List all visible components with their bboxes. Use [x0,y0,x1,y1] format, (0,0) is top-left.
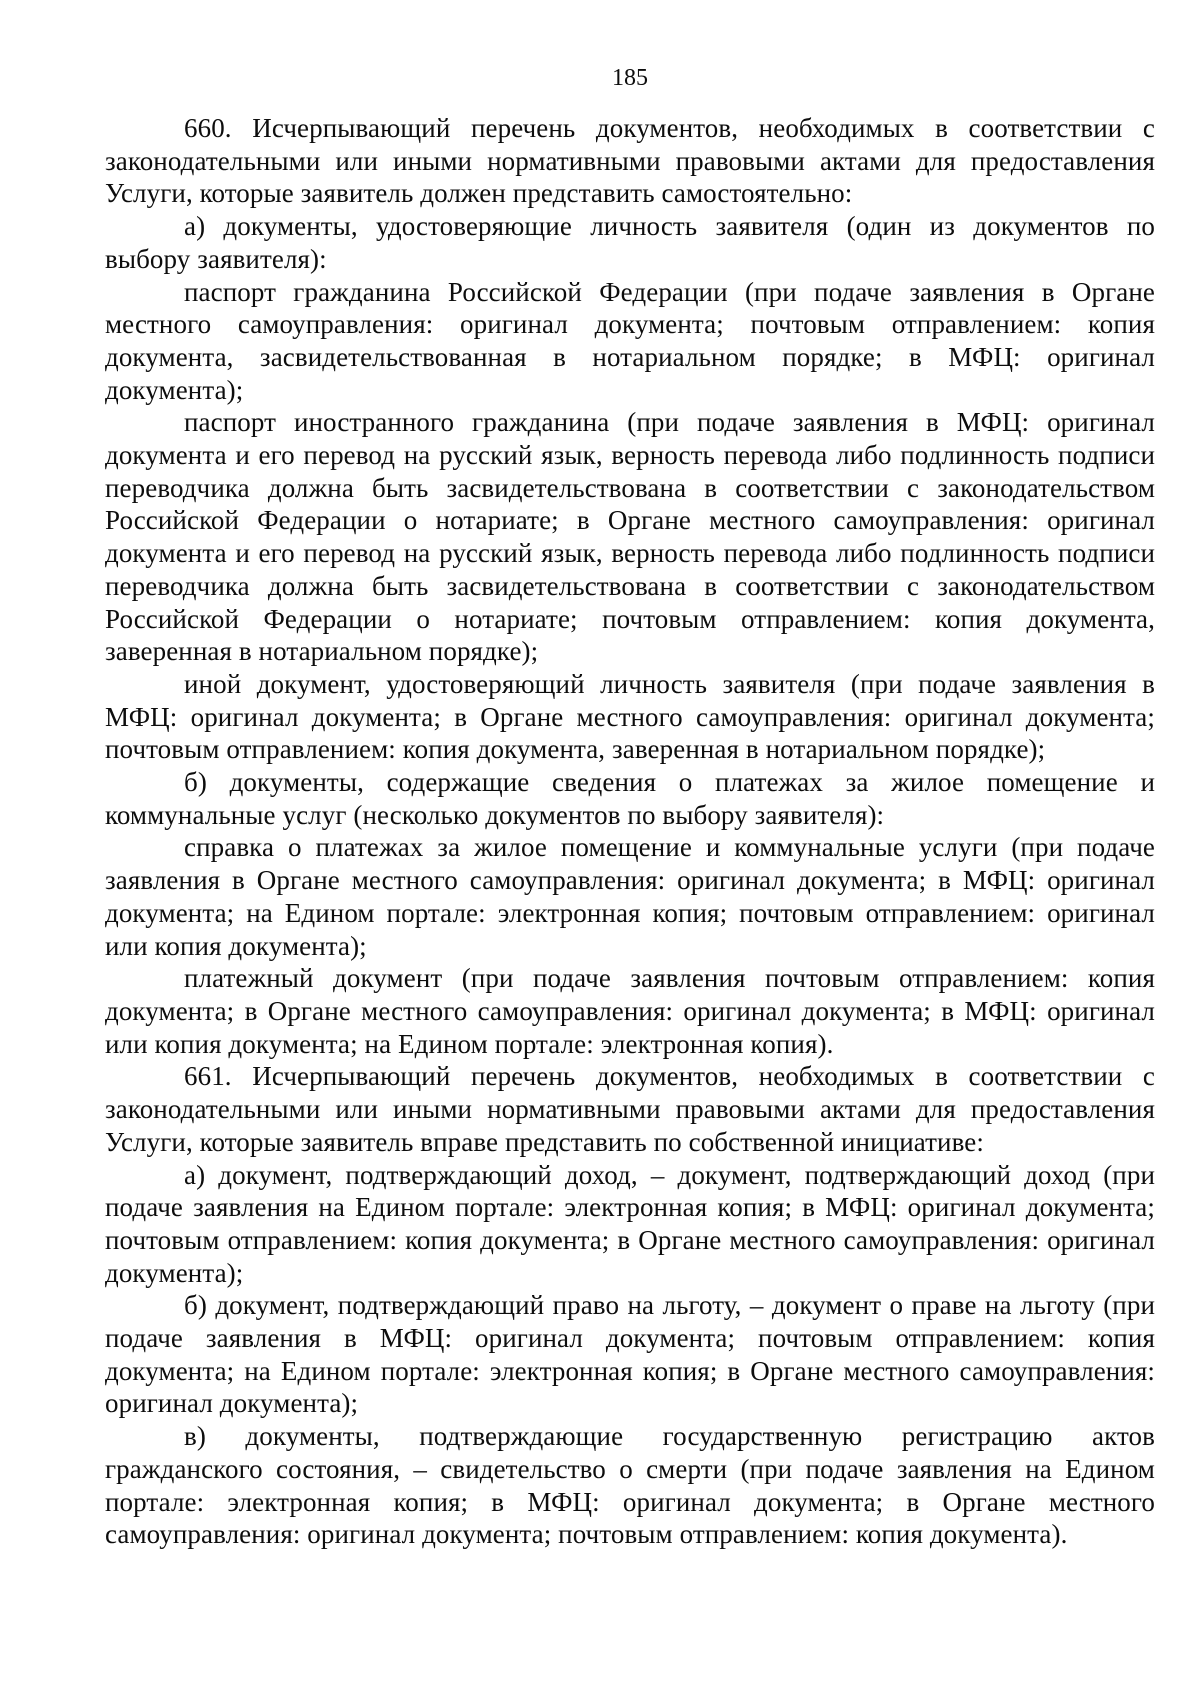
paragraph-other-identity-document: иной документ, удостоверяющий личность заявителя (при подаче заявления в МФЦ: оригинал документа; в Органе местного самоуправления: оригинал документа; почтовым отправлением: копия документа, заверенная в нотариальном порядке); [105,668,1155,765]
paragraph-660-item-b: б) документы, содержащие сведения о платежах за жилое помещение и коммунальные услуг (несколько документов по выбору заявителя): [105,767,1155,830]
paragraph-payment-document: платежный документ (при подаче заявления почтовым отправлением: копия документа; в Органе местного самоуправления: оригинал документа; в МФЦ: оригинал или копия документа; на Едином портале: электронная копия). [105,963,1155,1059]
paragraph-661: 661. Исчерпывающий перечень документов, необходимых в соответствии с законодательными или иными нормативными правовыми актами для предоставления Услуги, которые заявитель вправе представить по собственной инициативе: [105,1061,1155,1157]
paragraph-660: 660. Исчерпывающий перечень документов, необходимых в соответствии с законодательными или иными нормативными правовыми актами для предоставления Услуги, которые заявитель должен представить самостоятельно: [105,113,1155,209]
paragraph-661-item-v: в) документы, подтверждающие государственную регистрацию актов гражданского состояния, – свидетельство о смерти (при подаче заявления на Едином портале: электронная копия; в МФЦ: оригинал документа; в Органе местного самоуправления: оригинал документа; почтовым отправлением: копия документа). [105,1421,1155,1550]
paragraph-660-item-a: а) документы, удостоверяющие личность заявителя (один из документов по выбору заявителя): [105,211,1155,274]
paragraph-passport-foreign: паспорт иностранного гражданина (при подаче заявления в МФЦ: оригинал документа и его перевод на русский язык, верность перевода либо подлинность подписи переводчика должна быть засвидетельствована в соответствии с законодательством Российской Федерации о нотариате; в Органе местного самоуправления: оригинал документа и его перевод на русский язык, верность перевода либо подлинность подписи переводчика должна быть засвидетельствована в соответствии с законодательством Российской Федерации о нотариате; почтовым отправлением: копия документа, заверенная в нотариальном порядке); [105,407,1155,667]
page-number: 185 [612,65,648,91]
paragraph-payment-certificate: справка о платежах за жилое помещение и коммунальные услуги (при подаче заявления в Органе местного самоуправления: оригинал документа; в МФЦ: оригинал документа; на Едином портале: электронная копия; почтовым отправлением: оригинал или копия документа); [105,832,1155,961]
paragraph-661-item-b: б) документ, подтверждающий право на льготу, – документ о праве на льготу (при подаче заявления в МФЦ: оригинал документа; почтовым отправлением: копия документа; на Едином портале: электронная копия; в Органе местного самоуправления: оригинал документа); [105,1290,1155,1419]
paragraph-passport-rf: паспорт гражданина Российской Федерации (при подаче заявления в Органе местного самоуправления: оригинал документа; почтовым отправлением: копия документа, засвидетельствованная в нотариальном порядке; в МФЦ: оригинал документа); [105,276,1155,405]
paragraph-661-item-a: а) документ, подтверждающий доход, – документ, подтверждающий доход (при подаче заявления на Едином портале: электронная копия; в МФЦ: оригинал документа; почтовым отправлением: копия документа; в Органе местного самоуправления: оригинал документа); [105,1159,1155,1288]
document-body [105,112,1155,1551]
